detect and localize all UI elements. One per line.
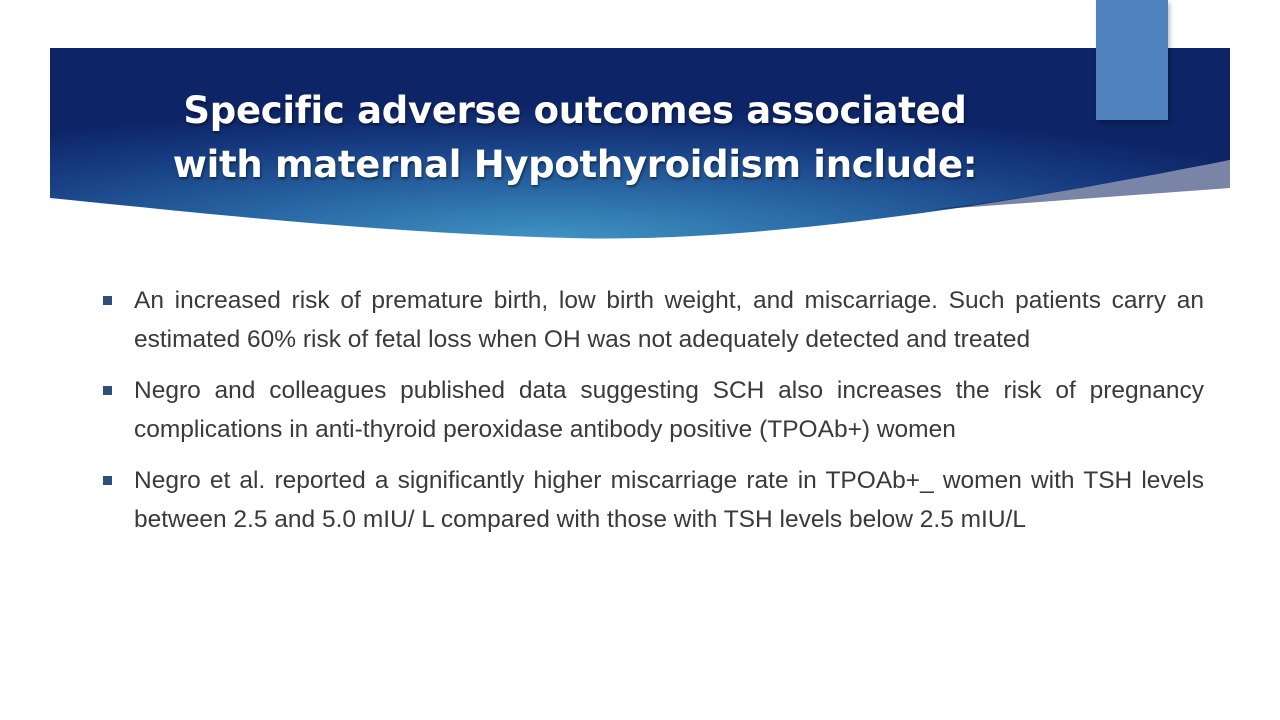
square-bullet-icon [103, 296, 112, 305]
slide-title [150, 84, 1000, 192]
bullet-item [98, 372, 1204, 449]
slide-title-line-2: with maternal Hypothyroidism include: [172, 143, 978, 186]
square-bullet-icon [103, 386, 112, 395]
square-bullet-icon [103, 476, 112, 485]
slide-title-line-1: Specific adverse outcomes associated [183, 89, 967, 132]
bullet-text: An increased risk of premature birth, low birth weight, and miscarriage. Such patients carry an estimated 60% risk of fetal loss when OH was not adequately detected and treated [134, 287, 1204, 353]
bullet-item [98, 282, 1204, 359]
bullet-text: Negro and colleagues published data suggesting SCH also increases the risk of pregnancy complications in anti-thyroid peroxidase antibody positive (TPOAb+) women [134, 377, 1204, 443]
title-band [50, 48, 1230, 243]
bullet-item [98, 462, 1204, 539]
bullet-text: Negro et al. reported a significantly higher miscarriage rate in TPOAb+_ women with TSH levels between 2.5 and 5.0 mIU/ L compared with those with TSH levels below 2.5 mIU/L [134, 467, 1204, 533]
accent-tab [1096, 0, 1168, 120]
bullet-list [98, 282, 1204, 552]
